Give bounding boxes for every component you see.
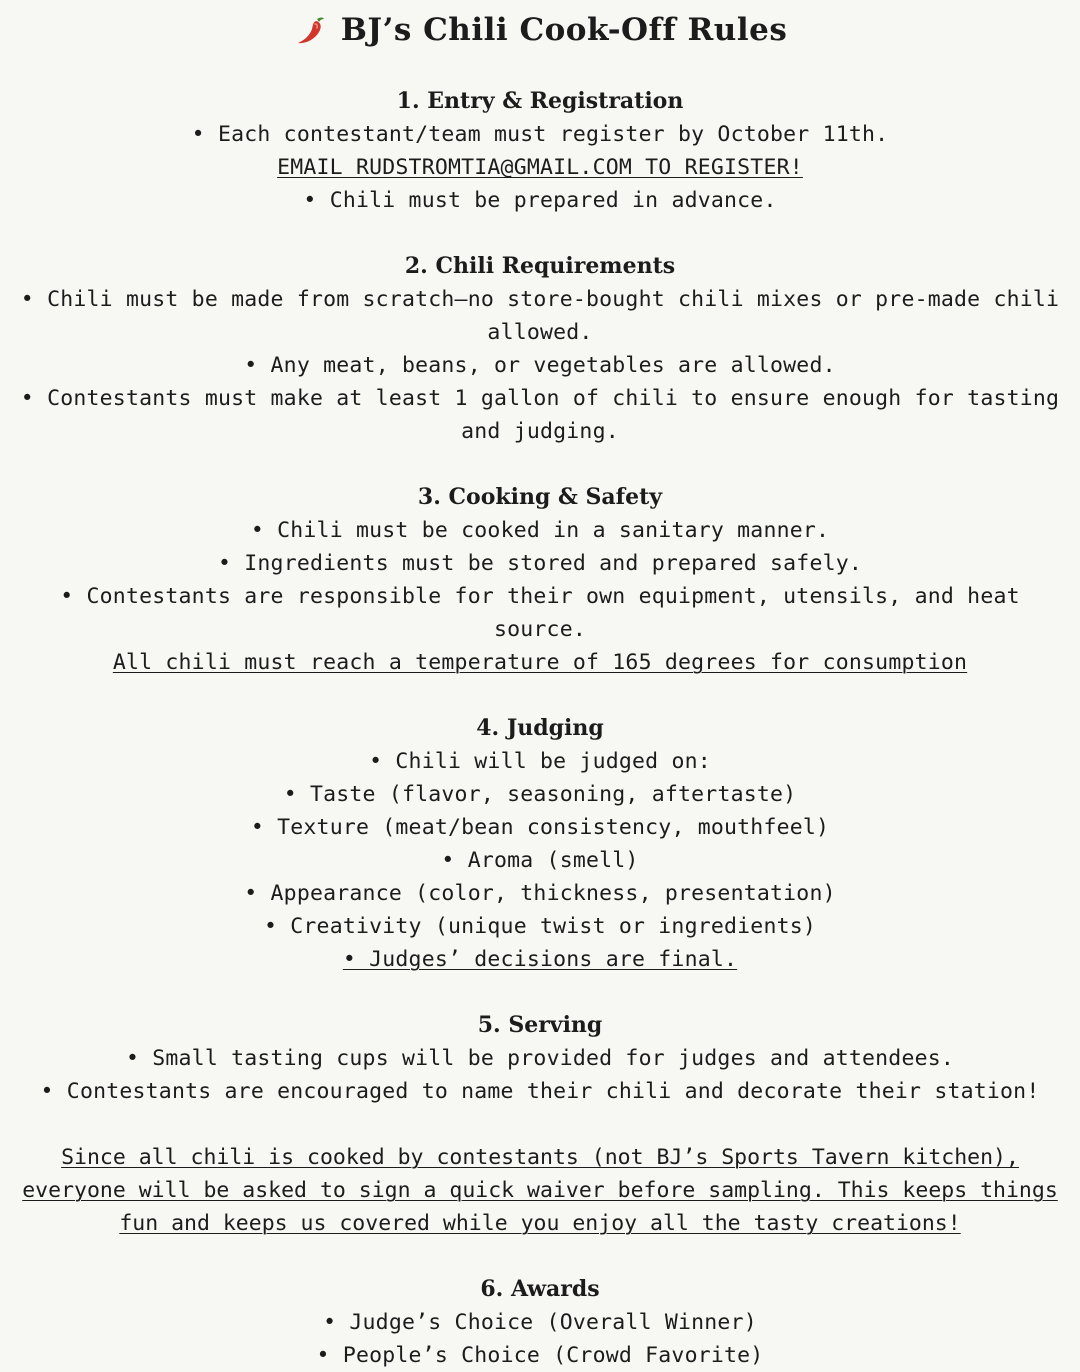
rule-line: • Small tasting cups will be provided for judges and attendees. (125, 1046, 955, 1071)
section-requirements (4, 250, 1076, 448)
section-cooking-safety (4, 481, 1076, 679)
section-heading: 6. Awards (480, 1276, 600, 1302)
rule-line: • Contestants are encouraged to name their chili and decorate their station! (40, 1079, 1040, 1104)
rule-line: • Texture (meat/bean consistency, mouthfeel) (250, 815, 830, 840)
rule-line: • Creativity (unique twist or ingredients) (263, 914, 817, 939)
section-judging (4, 712, 1076, 976)
section-entry (4, 85, 1076, 217)
section-awards (4, 1273, 1076, 1372)
waiver-notice: Since all chili is cooked by contestants (not BJ’s Sports Tavern kitchen), everyone will be asked to sign a quick waiver before sampling. This keeps things fun and keeps us covered while you enjoy all the tasty creations! (22, 1145, 1058, 1236)
award-item: • People’s Choice (Crowd Favorite) (316, 1343, 764, 1368)
chili-pepper-icon (293, 12, 329, 48)
page-title-row (4, 8, 1076, 52)
section-heading: 5. Serving (477, 1012, 603, 1038)
award-item: • Judge’s Choice (Overall Winner) (323, 1310, 757, 1335)
rule-line: • Each contestant/team must register by October 11th. (191, 122, 889, 147)
rule-line: • Ingredients must be stored and prepared safely. (217, 551, 863, 576)
judges-final-rule: • Judges’ decisions are final. (342, 947, 738, 972)
rule-line: • Chili must be prepared in advance. (303, 188, 777, 213)
email-register-link[interactable]: EMAIL RUDSTROMTIA@GMAIL.COM TO REGISTER! (277, 155, 803, 180)
section-heading: 1. Entry & Registration (396, 88, 684, 114)
page-title: BJ’s Chili Cook-Off Rules (340, 12, 788, 48)
rule-line: • Contestants are responsible for their own equipment, utensils, and heat source. (60, 584, 1020, 642)
section-heading: 2. Chili Requirements (404, 253, 676, 279)
rule-line: • Chili must be made from scratch—no store-bought chili mixes or pre-made chili allowed. (20, 287, 1060, 345)
temperature-rule: All chili must reach a temperature of 165 degrees for consumption (112, 650, 968, 675)
rule-line: • Any meat, beans, or vegetables are allowed. (244, 353, 836, 378)
rule-line: • Chili must be cooked in a sanitary manner. (250, 518, 830, 543)
rule-line: • Appearance (color, thickness, presentation) (244, 881, 836, 906)
rule-line: • Chili will be judged on: (369, 749, 711, 774)
rule-line: • Taste (flavor, seasoning, aftertaste) (283, 782, 797, 807)
rule-line: • Aroma (smell) (441, 848, 639, 873)
section-heading: 4. Judging (476, 715, 604, 741)
section-heading: 3. Cooking & Safety (417, 484, 663, 510)
section-serving (4, 1009, 1076, 1108)
rule-line: • Contestants must make at least 1 gallon of chili to ensure enough for tasting and judging. (20, 386, 1060, 444)
